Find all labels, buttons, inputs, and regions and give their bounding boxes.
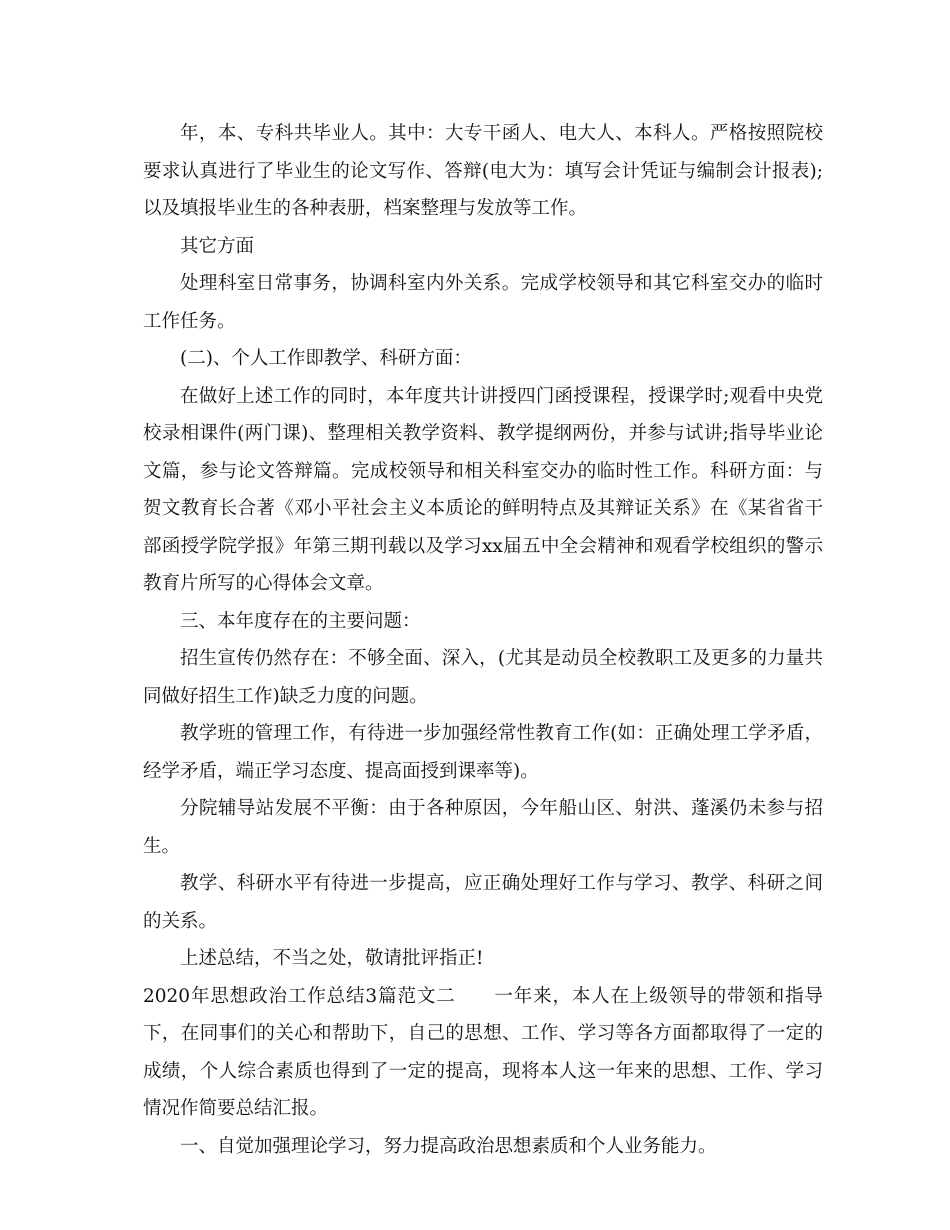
- paragraph-branch-development: 分院辅导站发展不平衡：由于各种原因，今年船山区、射洪、蓬溪仍未参与招生。: [143, 798, 823, 857]
- paragraph-second-sample-intro: 2020年思想政治工作总结3篇范文二 一年来，本人在上级领导的带领和指导下，在同事们的关心和帮助下，自己的思想、工作、学习等各方面都取得了一定的成绩，个人综合素质也得到了一定的提高，现将本人这一年来的思想、工作、学习情况作简要总结汇报。: [143, 985, 823, 1119]
- heading-main-problems: 三、本年度存在的主要问题：: [180, 610, 421, 632]
- heading-personal-work: (二)、个人工作即教学、科研方面：: [180, 348, 472, 369]
- heading-theory-study: 一、自觉加强理论学习，努力提高政治思想素质和个人业务能力。: [180, 1135, 717, 1157]
- paragraph-graduates: 年，本、专科共毕业人。其中：大专干函人、电大人、本科人。严格按照院校要求认真进行了毕业生的论文写作、答辩(电大为：填写会计凭证与编制会计报表);以及填报毕业生的各种表册，档案整理与发放等工作。: [143, 123, 823, 219]
- paragraph-teaching-research: 在做好上述工作的同时，本年度共计讲授四门函授课程，授课学时;观看中央党校录相课件(两门课)、整理相关教学资料、教学提纲两份，并参与试讲;指导毕业论文篇，参与论文答辩篇。完成校领导和相关科室交办的临时性工作。科研方面：与贺文教育长合著《邓小平社会主义本质论的鲜明特点及其辩证关系》在《某省省干部函授学院学报》年第三期刊载以及学习xx届五中全会精神和观看学校组织的警示教育片所写的心得体会文章。: [143, 385, 823, 594]
- heading-other-aspects: 其它方面: [180, 235, 255, 257]
- paragraph-enrollment-publicity: 招生宣传仍然存在：不够全面、深入，(尤其是动员全校教职工及更多的力量共同做好招生工作)缺乏力度的问题。: [143, 648, 823, 707]
- paragraph-closing: 上述总结，不当之处，敬请批评指正!: [180, 948, 484, 969]
- paragraph-class-management: 教学班的管理工作，有待进一步加强经常性教育工作(如：正确处理工学矛盾，经学矛盾，端正学习态度、提高面授到课率等)。: [143, 723, 823, 782]
- document-body: [143, 115, 823, 1165]
- paragraph-daily-affairs: 处理科室日常事务，协调科室内外关系。完成学校领导和其它科室交办的临时工作任务。: [143, 273, 823, 332]
- paragraph-teaching-level: 教学、科研水平有待进一步提高，应正确处理好工作与学习、教学、科研之间的关系。: [143, 873, 823, 932]
